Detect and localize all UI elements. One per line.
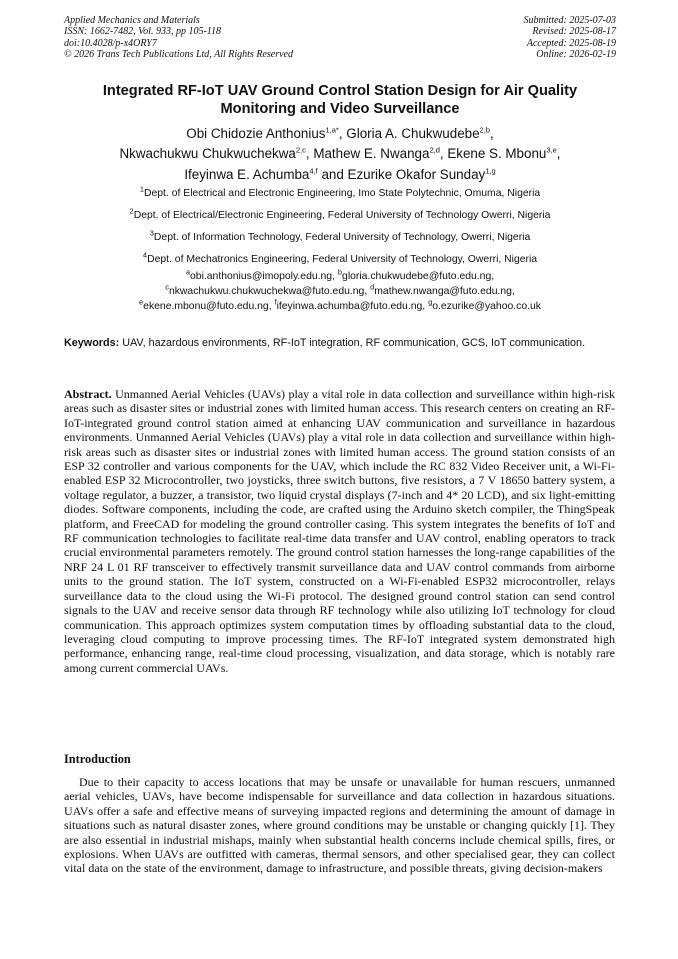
section-heading-introduction: Introduction	[64, 752, 131, 766]
affiliation: $^4$Dept. of Mechatronics Engineering, Federal University of Technology, Owerri, Nigeria	[142, 250, 538, 265]
keywords-label: Keywords:	[64, 337, 120, 349]
email[interactable]: $^g$o.ezurike@yahoo.co.uk	[428, 297, 541, 312]
keywords	[64, 337, 615, 350]
email[interactable]: $^e$ekene.mbonu@futo.edu.ng,	[139, 297, 275, 312]
author: Obi Chidozie Anthonius$^{1,a*}$,	[186, 125, 347, 141]
keywords-text: UAV, hazardous environments, RF-IoT integration, RF communication, GCS, IoT communication.	[122, 337, 586, 349]
email[interactable]: $^b$gloria.chukwudebe@futo.edu.ng,	[337, 267, 495, 282]
copyright: © 2026 Trans Tech Publications Ltd, All Rights Reserved	[64, 49, 293, 61]
introduction-paragraph: Due to their capacity to access locations that may be unsafe or unavailable for human rescuers, unmanned aerial vehicles, UAVs, have become indispensable for surveillance and data collection in hazardous situations. UAVs offer a safe and effective means of surveying impacted regions and determining the amount of damage in situations such as natural disaster zones, where ground conditions may be unstable or changing quickly [1]. They are also essential in industrial mishaps, mainly when substantial health concerns include chemical spills, fires, or explosions. When UAVs are outfitted with cameras, thermal sensors, and other specialised gear, they can collect vital data on the state of the environment, damage to infrastructure, and possible threats, giving decision-makers	[64, 775, 615, 876]
journal-header	[64, 15, 293, 61]
author: Gloria A. Chukwudebe$^{2,b}$,	[346, 125, 494, 141]
dates-header	[524, 15, 617, 61]
author: Mathew E. Nwanga$^{2,d}$,	[313, 145, 448, 162]
author: Ekene S. Mbonu$^{3,e}$,	[447, 145, 561, 162]
affiliation: $^1$Dept. of Electrical and Electronic Engineering, Imo State Polytechnic, Omuma, Nigeria	[139, 184, 541, 199]
date-accepted: Accepted: 2025-08-19	[526, 37, 616, 49]
affiliation: $^3$Dept. of Information Technology, Federal University of Technology, Owerri, Nigeria	[149, 228, 531, 243]
journal-name: Applied Mechanics and Materials	[64, 15, 200, 26]
email[interactable]: $^c$nkwachukwu.chukwuchekwa@futo.edu.ng,	[165, 282, 371, 297]
date-revised: Revised: 2025-08-17	[532, 26, 616, 38]
email[interactable]: $^a$obi.anthonius@imopoly.edu.ng,	[185, 267, 338, 282]
email[interactable]: $^d$mathew.nwanga@futo.edu.ng,	[370, 282, 515, 297]
email-list	[64, 267, 616, 314]
paper-title: Integrated RF-IoT UAV Ground Control Station Design for Air Quality Monitoring and Video Surveillance	[102, 83, 578, 117]
doi: doi:10.4028/p-x4ORY7	[64, 37, 157, 49]
date-online: Online: 2026-02-19	[536, 49, 616, 61]
journal-issn: ISSN: 1662-7482, Vol. 933, pp 105-118	[64, 26, 222, 38]
abstract	[64, 387, 615, 675]
author-list	[64, 124, 616, 185]
email[interactable]: $^f$ifeyinwa.achumba@futo.edu.ng,	[274, 297, 429, 312]
abstract-text: Unmanned Aerial Vehicles (UAVs) play a vital role in data collection and surveillance within high-risk areas such as disaster sites or industrial zones with limited human access. This research centers on creating an RF-IoT-integrated ground control station aimed at enhancing UAV communication and surveillance in hazardous environments. Unmanned Aerial Vehicles (UAVs) play a vital role in data collection and surveillance within high-risk areas such as disaster sites or industrial zones with limited human access. The ground station consists of an ESP 32 controller and various components for the UAV, which include the RC 832 Video Receiver unit, a Wi-Fi-enabled ESP 32 Microcontroller, two joysticks, three switch buttons, five resistors, a 7 V 18650 battery system, a voltage regulator, a buzzer, a transistor, two liquid crystal displays (7-inch and 4* 20 LCD), and six light-emitting diodes. Software components, including the code, are crafted using the Arduino sketch compiler, the ThingSpeak platform, and FreeCAD for modeling the ground controller casing. This system integrates the benefits of IoT and RF communication technologies to facilitate real-time data transfer and UAV control, enabling operators to track crucial environmental parameters remotely. The ground control station harnesses the long-range capabilities of the NRF 24 L 01 RF transceiver to effectively transmit surveillance data and UAV control commands from airborne units to the ground station. The IoT system, constructed on a Wi-Fi-enabled ESP32 microcontroller, relays surveillance data to the cloud using the Wi-Fi protocol. The designed ground control station can send control signals to the UAV and receive sensor data through RF technology while also utilizing IoT technology for cloud communication. This approach optimizes system computation times by offloading substantial data to the cloud, leveraging cloud computing to improve processing times. The RF-IoT integrated system demonstrated high performance, enhancing range, real-time cloud processing, visualization, and data storage, which is notably rare among current commercial UAVs.	[64, 387, 615, 675]
author: Ezurike Okafor Sunday$^{1,g}$	[347, 166, 496, 182]
author: Ifeyinwa E. Achumba$^{4,f}$ and	[184, 166, 348, 182]
abstract-label: Abstract.	[64, 387, 112, 401]
date-submitted: Submitted: 2025-07-03	[523, 15, 616, 26]
affiliation: $^2$Dept. of Electrical/Electronic Engineering, Federal University of Technology Owerri, Nigeria	[129, 206, 551, 221]
author: Nkwachukwu Chukwuchekwa$^{2,c}$,	[119, 145, 314, 162]
